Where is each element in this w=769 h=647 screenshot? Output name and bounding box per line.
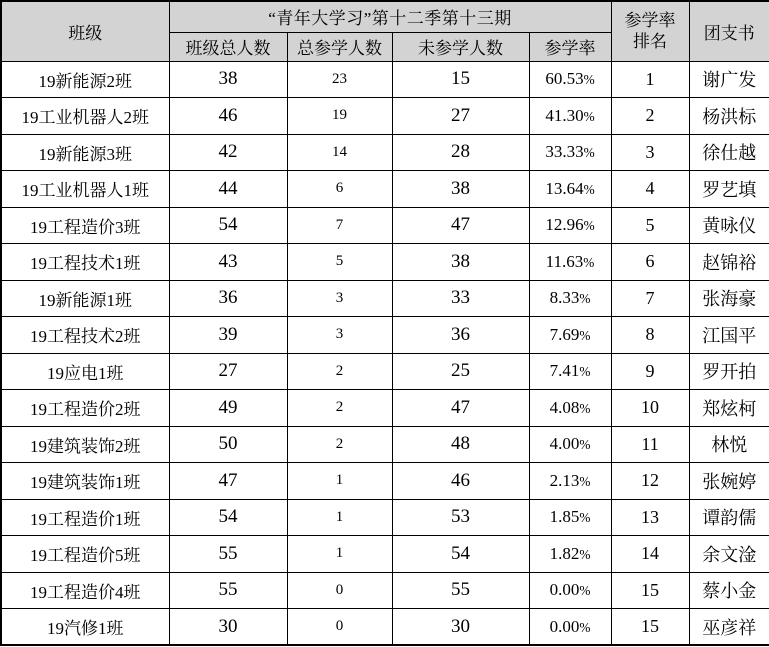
cell-rate: 0.00%	[529, 609, 611, 646]
header-rank	[611, 1, 689, 61]
cell-total: 27	[169, 353, 287, 390]
header-missed: 未参学人数	[392, 32, 529, 61]
cell-missed: 53	[392, 499, 529, 536]
table-row	[1, 98, 769, 135]
cell-secretary: 徐仕越	[689, 134, 769, 171]
header-rank-line2: 排名	[633, 32, 668, 52]
cell-rank: 9	[611, 353, 689, 390]
cell-total: 39	[169, 317, 287, 354]
cell-secretary: 蔡小金	[689, 572, 769, 609]
cell-rank: 7	[611, 280, 689, 317]
table-row	[1, 390, 769, 427]
cell-joined: 7	[287, 207, 392, 244]
cell-rate: 0.00%	[529, 572, 611, 609]
cell-rank: 15	[611, 572, 689, 609]
cell-joined: 14	[287, 134, 392, 171]
cell-total: 38	[169, 61, 287, 98]
cell-rank: 14	[611, 536, 689, 573]
cell-class: 19工程造价5班	[1, 536, 169, 573]
percent-sign: %	[579, 291, 591, 307]
cell-secretary: 罗艺填	[689, 171, 769, 208]
cell-missed: 47	[392, 390, 529, 427]
header-total: 班级总人数	[169, 32, 287, 61]
cell-total: 54	[169, 499, 287, 536]
cell-secretary: 巫彦祥	[689, 609, 769, 646]
percent-sign: %	[579, 473, 591, 489]
cell-class: 19工程技术2班	[1, 317, 169, 354]
cell-joined: 19	[287, 98, 392, 135]
percent-sign: %	[583, 72, 595, 88]
cell-rank: 3	[611, 134, 689, 171]
cell-total: 30	[169, 609, 287, 646]
cell-missed: 27	[392, 98, 529, 135]
cell-class: 19工程造价2班	[1, 390, 169, 427]
cell-secretary: 江国平	[689, 317, 769, 354]
cell-class: 19工程造价4班	[1, 572, 169, 609]
cell-rate: 7.69%	[529, 317, 611, 354]
cell-total: 42	[169, 134, 287, 171]
cell-total: 49	[169, 390, 287, 427]
cell-rank: 2	[611, 98, 689, 135]
table-row	[1, 353, 769, 390]
cell-class: 19新能源2班	[1, 61, 169, 98]
header-rate: 参学率	[529, 32, 611, 61]
percent-sign: %	[579, 327, 591, 343]
percent-sign: %	[579, 437, 591, 453]
percent-sign: %	[579, 364, 591, 380]
cell-class: 19工业机器人1班	[1, 171, 169, 208]
percent-sign: %	[583, 181, 595, 197]
cell-total: 44	[169, 171, 287, 208]
cell-total: 36	[169, 280, 287, 317]
cell-rate: 41.30%	[529, 98, 611, 135]
cell-secretary: 张海豪	[689, 280, 769, 317]
cell-rank: 12	[611, 463, 689, 500]
cell-rank: 1	[611, 61, 689, 98]
cell-joined: 3	[287, 317, 392, 354]
percent-sign: %	[579, 583, 591, 599]
percent-sign: %	[579, 510, 591, 526]
table-row	[1, 244, 769, 281]
cell-missed: 15	[392, 61, 529, 98]
cell-missed: 46	[392, 463, 529, 500]
cell-rate: 60.53%	[529, 61, 611, 98]
cell-joined: 0	[287, 609, 392, 646]
cell-rate: 1.82%	[529, 536, 611, 573]
table-title: “青年大学习”第十二季第十三期	[169, 1, 611, 32]
cell-joined: 1	[287, 536, 392, 573]
cell-rate: 12.96%	[529, 207, 611, 244]
table-row	[1, 134, 769, 171]
cell-total: 43	[169, 244, 287, 281]
table-header	[1, 1, 769, 61]
cell-missed: 25	[392, 353, 529, 390]
cell-class: 19工业机器人2班	[1, 98, 169, 135]
cell-rate: 8.33%	[529, 280, 611, 317]
header-secretary: 团支书	[689, 1, 769, 61]
cell-secretary: 谢广发	[689, 61, 769, 98]
cell-secretary: 罗开拍	[689, 353, 769, 390]
cell-secretary: 林悦	[689, 426, 769, 463]
cell-missed: 54	[392, 536, 529, 573]
cell-class: 19建筑装饰2班	[1, 426, 169, 463]
table-row	[1, 499, 769, 536]
cell-class: 19汽修1班	[1, 609, 169, 646]
cell-secretary: 杨洪标	[689, 98, 769, 135]
header-rank-line1: 参学率	[624, 11, 676, 30]
cell-total: 55	[169, 572, 287, 609]
cell-total: 46	[169, 98, 287, 135]
percent-sign: %	[579, 619, 591, 635]
table-row	[1, 572, 769, 609]
cell-total: 50	[169, 426, 287, 463]
table-row	[1, 171, 769, 208]
percent-sign: %	[583, 108, 595, 124]
cell-missed: 48	[392, 426, 529, 463]
cell-class: 19新能源1班	[1, 280, 169, 317]
table-row	[1, 207, 769, 244]
cell-rate: 2.13%	[529, 463, 611, 500]
percent-sign: %	[583, 145, 595, 161]
cell-missed: 55	[392, 572, 529, 609]
cell-rate: 13.64%	[529, 171, 611, 208]
percent-sign: %	[583, 254, 595, 270]
cell-rank: 11	[611, 426, 689, 463]
cell-rate: 7.41%	[529, 353, 611, 390]
cell-total: 54	[169, 207, 287, 244]
cell-rank: 5	[611, 207, 689, 244]
cell-joined: 1	[287, 499, 392, 536]
table-row	[1, 609, 769, 646]
cell-rank: 8	[611, 317, 689, 354]
cell-class: 19建筑装饰1班	[1, 463, 169, 500]
cell-rate: 4.00%	[529, 426, 611, 463]
cell-joined: 0	[287, 572, 392, 609]
table-row	[1, 463, 769, 500]
cell-joined: 23	[287, 61, 392, 98]
cell-secretary: 张婉婷	[689, 463, 769, 500]
table-row	[1, 536, 769, 573]
cell-rank: 6	[611, 244, 689, 281]
cell-missed: 30	[392, 609, 529, 646]
cell-secretary: 黄咏仪	[689, 207, 769, 244]
cell-missed: 38	[392, 171, 529, 208]
header-row-1	[1, 1, 769, 32]
percent-sign: %	[579, 400, 591, 416]
cell-rank: 4	[611, 171, 689, 208]
cell-rate: 4.08%	[529, 390, 611, 427]
cell-missed: 28	[392, 134, 529, 171]
percent-sign: %	[579, 546, 591, 562]
cell-missed: 47	[392, 207, 529, 244]
table-row	[1, 317, 769, 354]
table-row	[1, 61, 769, 98]
cell-missed: 36	[392, 317, 529, 354]
cell-class: 19工程造价1班	[1, 499, 169, 536]
cell-class: 19新能源3班	[1, 134, 169, 171]
cell-total: 47	[169, 463, 287, 500]
cell-class: 19工程技术1班	[1, 244, 169, 281]
cell-rank: 13	[611, 499, 689, 536]
cell-rate: 33.33%	[529, 134, 611, 171]
cell-secretary: 赵锦裕	[689, 244, 769, 281]
cell-joined: 2	[287, 353, 392, 390]
cell-rank: 10	[611, 390, 689, 427]
header-joined: 总参学人数	[287, 32, 392, 61]
table-row	[1, 280, 769, 317]
cell-missed: 38	[392, 244, 529, 281]
table-body	[1, 61, 769, 645]
cell-rate: 11.63%	[529, 244, 611, 281]
cell-rank: 15	[611, 609, 689, 646]
cell-missed: 33	[392, 280, 529, 317]
header-class: 班级	[1, 1, 169, 61]
table-row	[1, 426, 769, 463]
cell-secretary: 郑炫柯	[689, 390, 769, 427]
percent-sign: %	[583, 218, 595, 234]
cell-joined: 5	[287, 244, 392, 281]
cell-joined: 3	[287, 280, 392, 317]
cell-joined: 6	[287, 171, 392, 208]
cell-joined: 2	[287, 390, 392, 427]
cell-secretary: 余文淦	[689, 536, 769, 573]
cell-joined: 1	[287, 463, 392, 500]
cell-secretary: 谭韵儒	[689, 499, 769, 536]
cell-total: 55	[169, 536, 287, 573]
cell-rate: 1.85%	[529, 499, 611, 536]
cell-class: 19应电1班	[1, 353, 169, 390]
cell-class: 19工程造价3班	[1, 207, 169, 244]
cell-joined: 2	[287, 426, 392, 463]
